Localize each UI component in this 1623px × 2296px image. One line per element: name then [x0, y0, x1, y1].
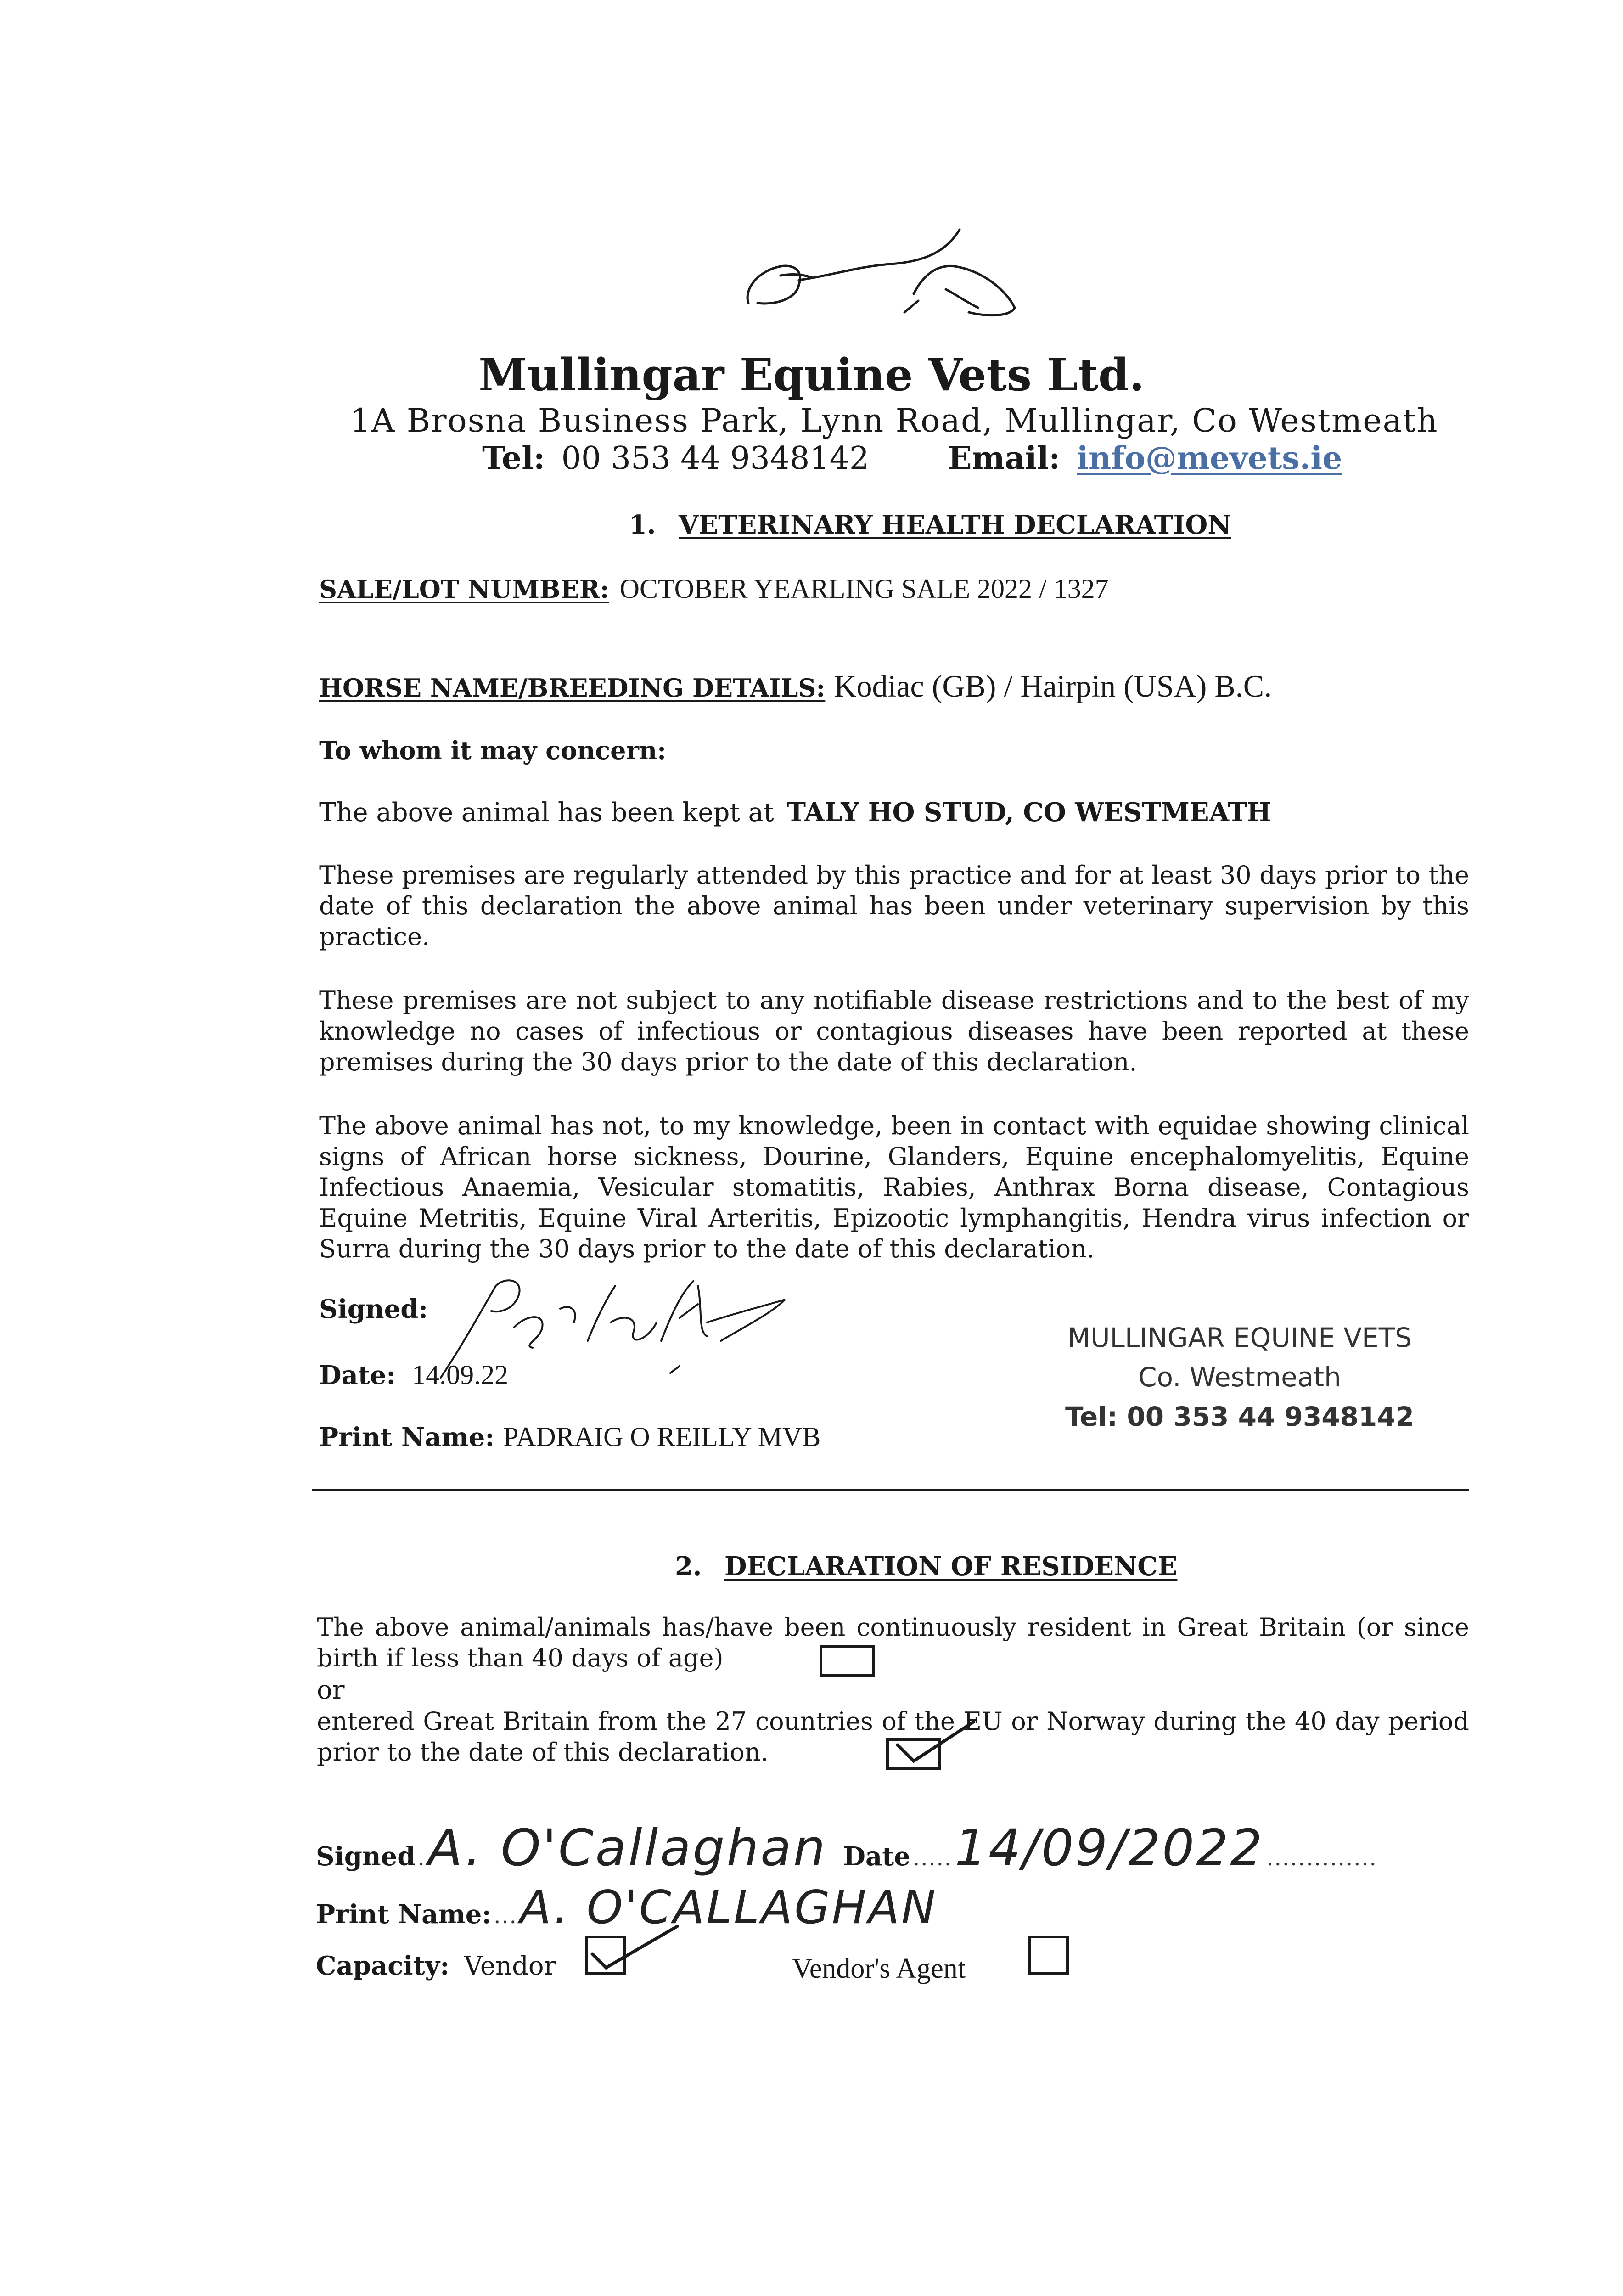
email-link[interactable]: info@mevets.ie [1077, 440, 1342, 477]
vendor-date-dots-right: .............. [1266, 1845, 1377, 1871]
vet-signed-label: Signed: [319, 1294, 428, 1324]
practice-stamp [1056, 1318, 1423, 1436]
email-label: Email: [948, 440, 1061, 477]
section2-heading [675, 1551, 1177, 1581]
sale-lot-value: OCTOBER YEARLING SALE 2022 / 1327 [619, 574, 1109, 604]
sale-lot-row [319, 573, 1109, 605]
section2-title: DECLARATION OF RESIDENCE [724, 1551, 1178, 1581]
vendor-signed-row [316, 1818, 1377, 1877]
company-address: 1A Brosna Business Park, Lynn Road, Mullingar, Co Westmeath [350, 402, 1438, 439]
kept-at-prefix: The above animal has been kept at [319, 798, 774, 827]
paragraph-restrictions: These premises are not subject to any notifiable disease restrictions and to the best of my knowledge no cases of infectious or contagious diseases have been reported at these premises during the 30 days prior to the date of this declaration. [319, 986, 1469, 1076]
vendor-signed-dots: . [417, 1845, 426, 1871]
vendor-checkbox-tick [585, 1919, 686, 1975]
horse-row [319, 668, 1272, 704]
residence-option-a [317, 1612, 1469, 1673]
vet-print-row [319, 1421, 820, 1453]
vendor-print-label: Print Name: [316, 1899, 491, 1930]
kept-at-place: TALY HO STUD, CO WESTMEATH [786, 797, 1271, 827]
salutation: To whom it may concern: [319, 736, 667, 765]
horse-value: Kodiac (GB) / Hairpin (USA) B.C. [834, 669, 1272, 703]
residence-option-a-text: The above animal/animals has/have been continuously resident in Great Britain (or since birth if less than 40 days of age) [317, 1613, 1469, 1672]
vendor-signature: A. O'Callaghan [427, 1818, 827, 1877]
contact-line [482, 440, 1342, 477]
vet-date-label: Date: [319, 1360, 396, 1390]
horse-label: HORSE NAME/BREEDING DETAILS: [319, 673, 826, 703]
tel-label: Tel: [482, 440, 545, 477]
vet-date-row [319, 1359, 508, 1391]
stamp-line-name: MULLINGAR EQUINE VETS [1067, 1322, 1412, 1353]
section-divider [312, 1489, 1469, 1491]
capacity-label: Capacity: [316, 1951, 449, 1981]
vet-print-label: Print Name: [319, 1422, 494, 1452]
vendor-date-value: 14/09/2022 [955, 1818, 1264, 1877]
vet-date-value: 14.09.22 [412, 1360, 509, 1390]
stamp-line-county: Co. Westmeath [1138, 1362, 1341, 1393]
capacity-row [316, 1951, 556, 1981]
agent-label: Vendor's Agent [792, 1953, 966, 1984]
vendor-date-label: Date [843, 1841, 910, 1872]
section2-number: 2. [675, 1551, 702, 1581]
vendor-signed-label: Signed [316, 1841, 416, 1872]
vendor-print-dots: ... [494, 1903, 517, 1929]
vendor-print-value: A. O'CALLAGHAN [519, 1880, 938, 1934]
residence-option-b-tick [888, 1717, 980, 1768]
vendor-label: Vendor [464, 1951, 556, 1981]
residence-option-a-checkbox[interactable] [820, 1645, 875, 1677]
paragraph-supervision: These premises are regularly attended by this practice and for at least 30 days prior to the date of this declaration the above animal has been under veterinary supervision by this practice. [319, 861, 1469, 951]
section1-heading [629, 510, 1231, 540]
vet-print-value: PADRAIG O REILLY MVB [503, 1422, 821, 1452]
section1-title: VETERINARY HEALTH DECLARATION [678, 510, 1231, 540]
paragraph-contact: The above animal has not, to my knowledge, been in contact with equidae showing clinical signs of African horse sickness, Dourine, Glanders, Equine encephalomyelitis, Equine Infectious Anaemia, Vesicular stomatitis, Rabies, Anthrax Borna disease, Contagious Equine Metritis, Equine Viral Arteritis, Epizootic lymphangitis, Hendra virus infection or Surra during the 30 days prior to the date of this declaration. [319, 1111, 1469, 1263]
kept-at-row [319, 797, 1271, 827]
tel-number: 00 353 44 9348142 [561, 440, 870, 477]
sale-lot-label: SALE/LOT NUMBER: [319, 574, 609, 604]
agent-checkbox[interactable] [1028, 1936, 1069, 1975]
residence-option-b-text: entered Great Britain from the 27 countries of the EU or Norway during the 40 day period prior to the date of this declaration. [317, 1707, 1469, 1767]
company-name: Mullingar Equine Vets Ltd. [478, 349, 1145, 401]
horse-logo [739, 220, 1033, 331]
section1-number: 1. [629, 510, 656, 540]
stamp-line-tel: Tel: 00 353 44 9348142 [1065, 1401, 1415, 1432]
residence-or: or [317, 1675, 345, 1705]
vendor-date-dots-left: ..... [912, 1845, 953, 1871]
